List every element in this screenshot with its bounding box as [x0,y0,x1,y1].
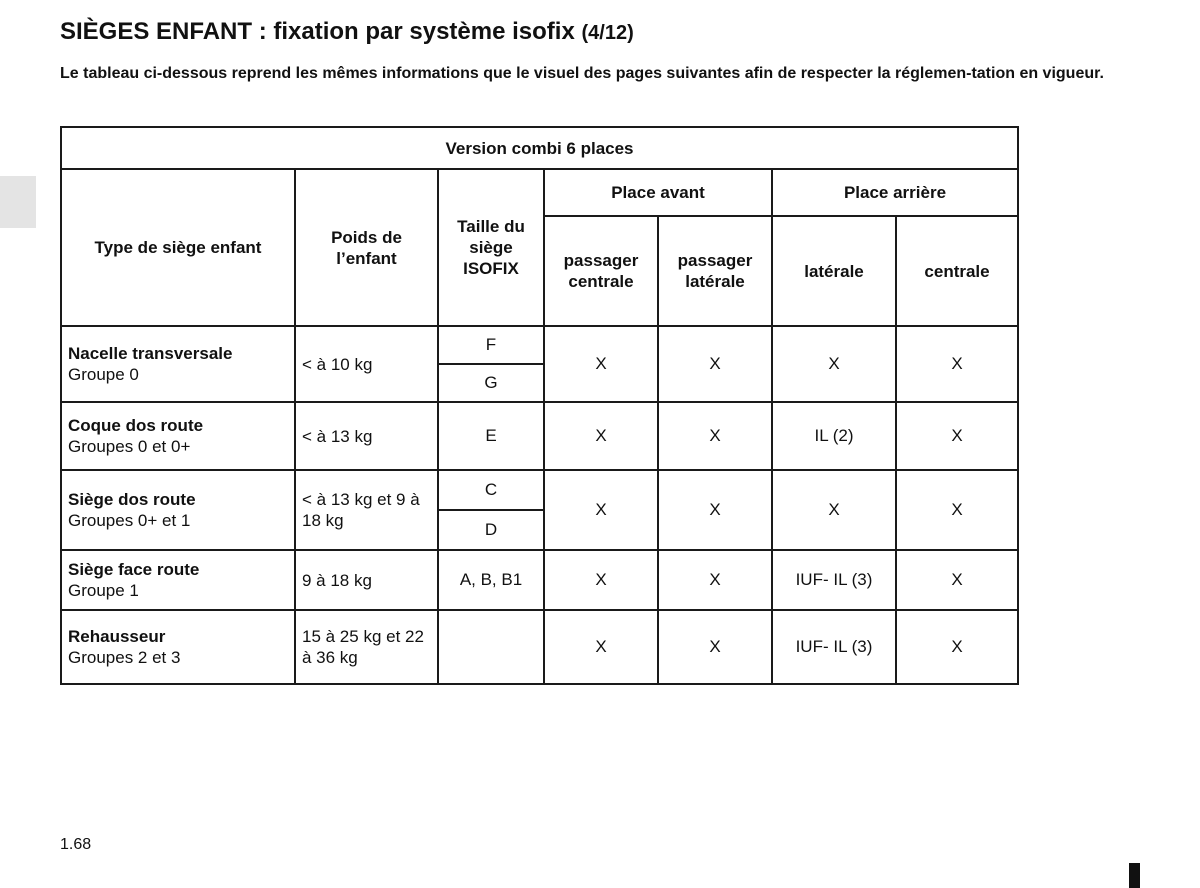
page-title [60,18,634,46]
rear-side-cell: X [772,470,896,550]
col-header-type: Type de siège enfant [61,169,295,326]
rear-side-cell: X [772,326,896,402]
weight-cell: 9 à 18 kg [295,550,438,610]
size-cell: C [438,470,544,510]
weight-cell: < à 10 kg [295,326,438,402]
seat-type-group: Groupes 2 et 3 [68,648,181,667]
front-side-cell: X [658,470,772,550]
front-center-cell: X [544,470,658,550]
intro-paragraph: Le tableau ci-dessous reprend les mêmes informations que le visuel des pages suivantes afin de respecter la réglemen-tation en vigueur. [60,65,1104,82]
rear-side-cell: IL (2) [772,402,896,470]
seat-type-cell [61,550,295,610]
rear-center-cell: X [896,610,1018,684]
chapter-tab [0,176,36,228]
weight-cell: 15 à 25 kg et 22 à 36 kg [295,610,438,684]
front-center-cell: X [544,550,658,610]
front-center-cell: X [544,610,658,684]
rear-side-cell: IUF- IL (3) [772,610,896,684]
header-row-top [61,169,1018,216]
front-side-cell: X [658,550,772,610]
rear-side-cell: IUF- IL (3) [772,550,896,610]
isofix-compatibility-table [60,126,1019,685]
seat-type-name: Rehausseur [68,627,166,646]
title-text: SIÈGES ENFANT : fixation par système isofix [60,18,575,45]
rear-center-cell: X [896,550,1018,610]
seat-type-group: Groupes 0 et 0+ [68,437,191,456]
table-row [61,470,1018,510]
front-side-cell: X [658,326,772,402]
size-cell: E [438,402,544,470]
page-number: 1.68 [60,836,92,853]
size-cell [438,610,544,684]
size-cell: A, B, B1 [438,550,544,610]
rear-center-cell: X [896,326,1018,402]
col-header-rear: Place arrière [772,169,1018,216]
seat-type-group: Groupes 0+ et 1 [68,511,191,530]
col-header-size: Taille du siège ISOFIX [438,169,544,326]
seat-type-cell [61,470,295,550]
page-count: (4/12) [581,22,634,44]
table-row [61,610,1018,684]
seat-type-group: Groupe 0 [68,365,139,384]
table-row [61,550,1018,610]
seat-type-name: Coque dos route [68,416,204,435]
seat-type-cell [61,610,295,684]
rear-center-cell: X [896,402,1018,470]
page-corner-mark [1129,863,1140,888]
rear-center-cell: X [896,470,1018,550]
front-center-cell: X [544,402,658,470]
size-cell: D [438,510,544,550]
col-header-rear-center: centrale [896,216,1018,326]
seat-type-name: Siège dos route [68,490,196,509]
size-cell: G [438,364,544,402]
col-header-front-center: passager centrale [544,216,658,326]
weight-cell: < à 13 kg [295,402,438,470]
front-center-cell: X [544,326,658,402]
front-side-cell: X [658,610,772,684]
table-caption: Version combi 6 places [61,127,1018,169]
table-row [61,402,1018,470]
size-cell: F [438,326,544,364]
seat-type-name: Nacelle transversale [68,344,233,363]
caption-row [61,127,1018,169]
col-header-front: Place avant [544,169,772,216]
front-side-cell: X [658,402,772,470]
seat-type-group: Groupe 1 [68,581,139,600]
col-header-front-side: passager latérale [658,216,772,326]
col-header-rear-side: latérale [772,216,896,326]
seat-type-cell [61,402,295,470]
seat-type-cell [61,326,295,402]
weight-cell: < à 13 kg et 9 à 18 kg [295,470,438,550]
table-row [61,326,1018,364]
col-header-weight: Poids de l’enfant [295,169,438,326]
seat-type-name: Siège face route [68,560,200,579]
